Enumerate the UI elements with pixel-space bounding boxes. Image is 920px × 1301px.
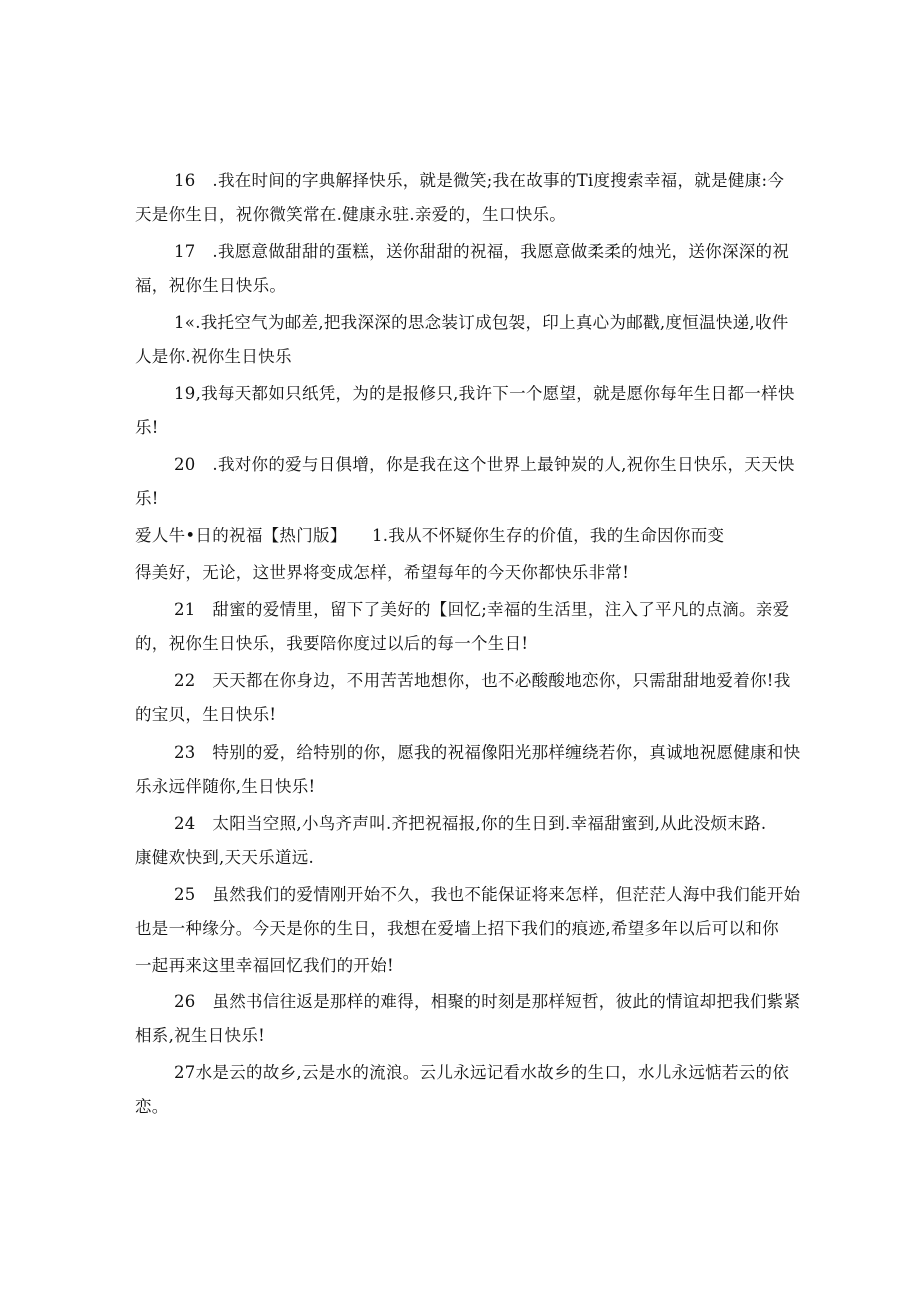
paragraph-21-line-2: 的，祝你生日快乐，我要陪你度过以后的每一个生日! [135, 634, 529, 653]
paragraph-16-line-2: 天是你生日，祝你微笑常在.健康永驻.亲爱的，生口快乐。 [135, 205, 567, 224]
paragraph-18-line-2: 人是你.祝你生日快乐 [135, 347, 292, 366]
paragraph-27-line-2: 恋。 [135, 1097, 169, 1116]
paragraph-24-line-1: 24 太阳当空照,小鸟齐声叫.齐把祝福报,你的生日到.幸福甜蜜到,从此没烦末路. [174, 814, 767, 833]
paragraph-23-line-2: 乐永远伴随你,生日快乐! [135, 777, 316, 796]
paragraph-20-line-1: 20 .我对你的爱与日俱增，你是我在这个世界上最钟炭的人,祝你生日快乐，天天快 [174, 455, 795, 474]
paragraph-25-line-3: 一起再来这里幸福回忆我们的开始! [135, 956, 394, 975]
heading-line: 爱人牛•日的祝福【热门版】 1.我从不怀疑你生存的价值，我的生命因你而变 [135, 526, 725, 545]
paragraph-26-line-2: 相系,祝生日快乐! [135, 1026, 266, 1045]
paragraph-18-line-1: 1«.我托空气为邮差,把我深深的思念装订成包袈，印上真心为邮戳,度恒温快递,收件 [174, 313, 789, 332]
paragraph-23-line-1: 23 特别的爱，给特别的你，愿我的祝福像阳光那样缠绕若你，真诚地祝愿健康和快 [174, 743, 801, 762]
paragraph-17-line-1: 17 .我愿意做甜甜的蛋糕，送你甜甜的祝福，我愿意做柔柔的烛光，送你深深的祝 [174, 242, 790, 261]
paragraph-24-line-2: 康健欢快到,天天乐道远. [135, 848, 315, 867]
paragraph-25-line-2: 也是一种缘分。今天是你的生日，我想在爱墙上招下我们的痕迹,希望多年以后可以和你 [135, 919, 779, 938]
paragraph-1-line-2: 得美好，无论，这世界将变成怎样，希望每年的今天你都快乐非常! [135, 563, 630, 582]
paragraph-22-line-1: 22 天天都在你身边，不用苦苦地想你，也不必酸酸地恋你，只需甜甜地爱着你!我 [174, 671, 791, 690]
paragraph-20-line-2: 乐! [135, 489, 159, 508]
paragraph-22-line-2: 的宝贝，生日快乐! [135, 705, 277, 724]
paragraph-26-line-1: 26 虽然书信往返是那样的难得，相聚的时刻是那样短哲，彼此的情谊却把我们紫紧 [174, 992, 801, 1011]
paragraph-21-line-1: 21 甜蜜的爱情里，留下了美好的【回忆;幸福的生活里，注入了平凡的点滴。亲爱 [174, 600, 790, 619]
paragraph-27-line-1: 27水是云的故乡,云是水的流浪。云儿永远记看水故乡的生口，水儿永远惦若云的依 [174, 1063, 790, 1082]
paragraph-16-line-1: 16 .我在时间的字典解择快乐，就是微笑;我在故事的Ti度搜索幸福，就是健康:今 [174, 171, 785, 190]
paragraph-25-line-1: 25 虽然我们的爱情刚开始不久，我也不能保证将来怎样，但茫茫人海中我们能开始 [174, 885, 801, 904]
paragraph-19-line-1: 19,我每天都如只纸凭，为的是报修只,我许下一个愿望，就是愿你每年生日都一样快 [174, 384, 795, 403]
paragraph-19-line-2: 乐! [135, 418, 159, 437]
paragraph-17-line-2: 福，祝你生日快乐。 [135, 276, 287, 295]
